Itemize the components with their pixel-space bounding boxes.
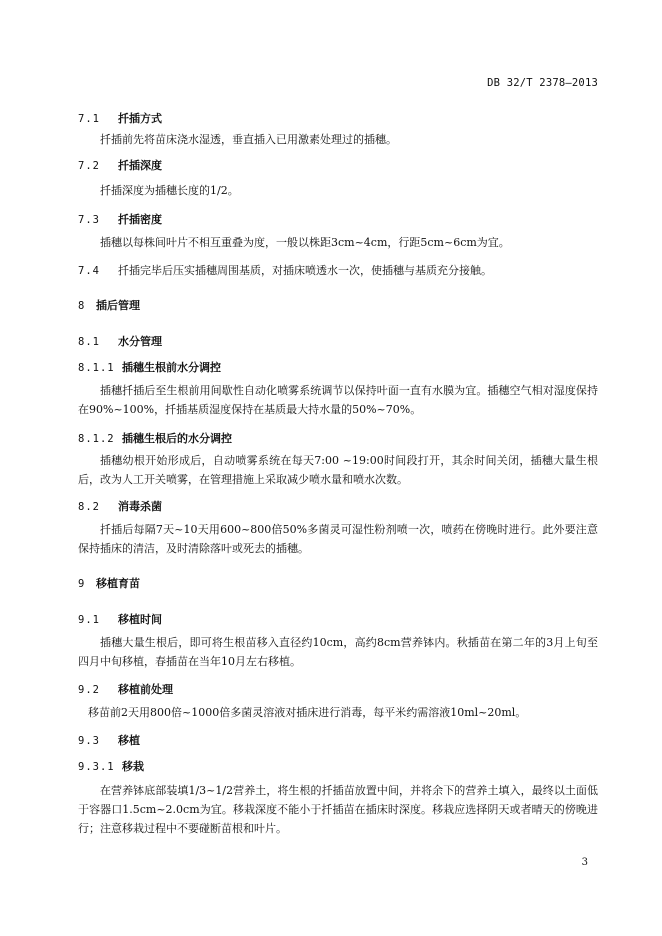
section-title: 插穗生根前水分调控: [122, 361, 221, 374]
section-number: 7.1: [78, 113, 100, 125]
chapter-heading-8: [78, 297, 140, 313]
section-title: 移栽: [122, 760, 144, 773]
section-number: 9.3: [78, 735, 100, 747]
chapter-number: 8: [78, 300, 86, 312]
section-heading-8-1: [78, 333, 162, 349]
paragraph: 在营养钵底部装填1/3~1/2营养土，将生根的扦插苗放置中间，并将余下的营养土填入，最终以土面低于容器口1.5cm~2.0cm为宜。移栽深度不能小于扦插苗在插床时深度。移栽应选择阴天或者晴天的傍晚进行；注意移栽过程中不要碰断苗根和叶片。: [78, 784, 598, 835]
section-heading-7-3: [78, 211, 162, 227]
section-title: 扦插方式: [118, 112, 162, 125]
paragraph: 移苗前2天用800倍~1000倍多菌灵溶液对插床进行消毒，每平米约需溶液10ml~20ml。: [88, 706, 527, 719]
chapter-number: 9: [78, 578, 86, 590]
section-text: 扦插完毕后压实插穗周围基质，对插床喷透水一次，使插穗与基质充分接触。: [118, 264, 492, 277]
section-heading-8-1-2: [78, 430, 232, 446]
section-heading-8-2: [78, 498, 162, 514]
section-title: 消毒杀菌: [118, 500, 162, 513]
section-title: 移植前处理: [118, 683, 173, 696]
page-number: 3: [581, 857, 588, 868]
section-title: 移植: [118, 734, 140, 747]
section-title: 水分管理: [118, 335, 162, 348]
section-title: 插穗生根后的水分调控: [122, 432, 232, 445]
document-code: DB 32/T 2378—2013: [487, 77, 598, 89]
section-number: 7.2: [78, 160, 100, 172]
section-heading-7-4: [78, 262, 492, 278]
section-number: 8.1.2: [78, 433, 115, 445]
section-heading-9-3: [78, 732, 140, 748]
paragraph: 插穗大量生根后，即可将生根苗移入直径约10cm，高约8cm营养钵内。秋插苗在第二年的3月上旬至四月中旬移植，春插苗在当年10月左右移植。: [78, 636, 598, 668]
paragraph: 插穗扦插后至生根前用间歇性自动化喷雾系统调节以保持叶面一直有水膜为宜。插穗空气相对湿度保持在90%~100%，扦插基质湿度保持在基质最大持水量的50%~70%。: [78, 384, 598, 416]
paragraph: 插穗以每株间叶片不相互重叠为度，一般以株距3cm~4cm，行距5cm~6cm为宜。: [100, 236, 510, 249]
section-heading-9-2: [78, 681, 173, 697]
section-number: 7.4: [78, 265, 100, 277]
paragraph: 扦插深度为插穗长度的1/2。: [100, 184, 239, 197]
section-title: 移植时间: [118, 613, 162, 626]
section-number: 7.3: [78, 214, 100, 226]
paragraph: 扦插前先将苗床浇水湿透，垂直插入已用激素处理过的插穗。: [100, 133, 397, 146]
chapter-heading-9: [78, 575, 140, 591]
section-title: 扦插深度: [118, 159, 162, 172]
section-title: 扦插密度: [118, 213, 162, 226]
section-heading-9-3-1: [78, 758, 144, 774]
section-heading-7-2: [78, 157, 162, 173]
section-number: 8.1.1: [78, 362, 115, 374]
section-heading-7-1: [78, 110, 162, 126]
paragraph: 扦插后每隔7天~10天用600~800倍50%多菌灵可湿性粉剂喷一次，喷药在傍晚时进行。此外要注意保持插床的清洁，及时清除落叶或死去的插穗。: [78, 523, 598, 555]
section-heading-9-1: [78, 611, 162, 627]
chapter-title: 插后管理: [96, 299, 140, 312]
section-number: 9.3.1: [78, 761, 115, 773]
chapter-title: 移植育苗: [96, 577, 140, 590]
section-number: 9.2: [78, 684, 100, 696]
section-heading-8-1-1: [78, 359, 221, 375]
section-number: 8.1: [78, 336, 100, 348]
paragraph: 插穗幼根开始形成后，自动喷雾系统在每天7:00 ~19:00时间段打开，其余时间关闭，插穗大量生根后，改为人工开关喷雾，在管理措施上采取减少喷水量和喷水次数。: [78, 454, 598, 486]
section-number: 9.1: [78, 614, 100, 626]
section-number: 8.2: [78, 501, 100, 513]
